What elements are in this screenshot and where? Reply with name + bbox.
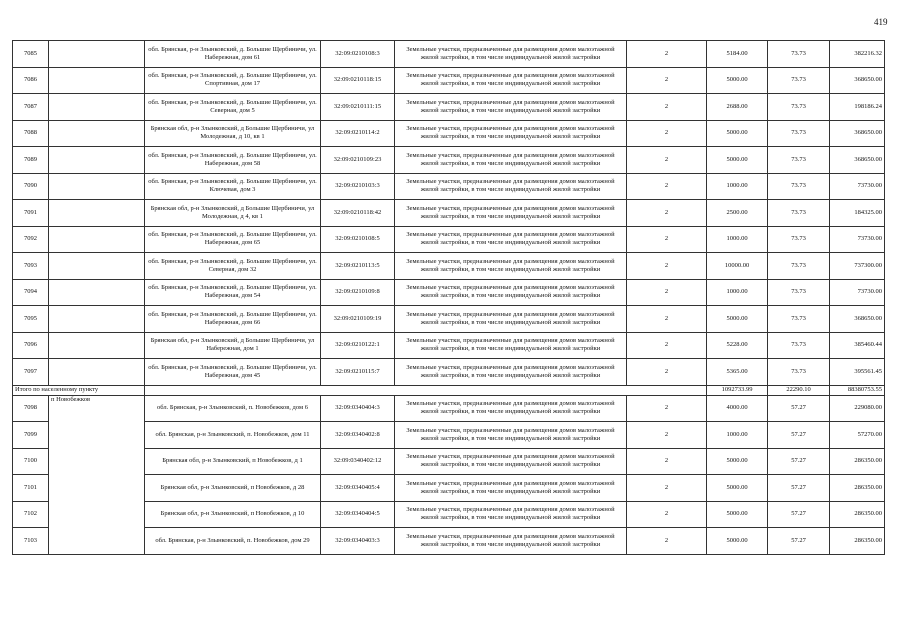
group-cell: 2: [627, 94, 707, 121]
group-cell: 2: [627, 253, 707, 280]
address-cell: Брянская обл, р-н Злынковский, п Новобежков, д 1: [145, 448, 321, 475]
land-use-cell: Земельные участки, предназначенные для размещения домов малоэтажной жилой застройки, в том числе индивидуальной жилой застройки: [395, 448, 627, 475]
total-cost: 88380753.55: [830, 385, 885, 395]
settlement-cell: [49, 41, 145, 68]
row-number-cell: 7102: [13, 501, 49, 528]
land-use-cell: Земельные участки, предназначенные для размещения домов малоэтажной жилой застройки, в том числе индивидуальной жилой застройки: [395, 253, 627, 280]
table-row: [13, 67, 885, 94]
cadastral-value-cell: 737300.00: [830, 253, 885, 280]
land-use-cell: Земельные участки, предназначенные для размещения домов малоэтажной жилой застройки, в том числе индивидуальной жилой застройки: [395, 528, 627, 555]
cadastral-value-cell: 385460.44: [830, 332, 885, 359]
row-number-cell: 7088: [13, 120, 49, 147]
cadastral-number-cell: 32:09:0340405:4: [321, 475, 395, 502]
table-row: [13, 120, 885, 147]
specific-value-cell: 73.73: [768, 226, 830, 253]
address-cell: обл. Брянская, р-н Злынковский, д. Большие Щербиничи, ул. Набережная, дом 54: [145, 279, 321, 306]
settlement-total-row: [13, 385, 885, 395]
settlement-cell: [49, 226, 145, 253]
group-cell: 2: [627, 395, 707, 422]
row-number-cell: 7086: [13, 67, 49, 94]
land-use-cell: Земельные участки, предназначенные для размещения домов малоэтажной жилой застройки, в том числе индивидуальной жилой застройки: [395, 359, 627, 386]
cadastral-value-cell: 73730.00: [830, 173, 885, 200]
address-cell: обл. Брянская, р-н Злынковский, д. Большие Щербиничи, ул. Северная, дом 32: [145, 253, 321, 280]
cadastral-value-cell: 395561.45: [830, 359, 885, 386]
area-cell: 5000.00: [707, 120, 768, 147]
area-cell: 5000.00: [707, 475, 768, 502]
cadastral-number-cell: 32:09:0340404:3: [321, 395, 395, 422]
row-number-cell: 7087: [13, 94, 49, 121]
group-cell: 2: [627, 226, 707, 253]
cadastral-value-cell: 368650.00: [830, 67, 885, 94]
settlement-cell: [49, 120, 145, 147]
cadastral-value-cell: 73730.00: [830, 226, 885, 253]
cadastral-value-cell: 286350.00: [830, 475, 885, 502]
cadastral-number-cell: 32:09:0210108:5: [321, 226, 395, 253]
cadastral-number-cell: 32:09:0210109:23: [321, 147, 395, 174]
address-cell: обл. Брянская, р-н Злынковский, п. Новобежков, дом 6: [145, 395, 321, 422]
cadastral-number-cell: 32:09:0210111:15: [321, 94, 395, 121]
area-cell: 5000.00: [707, 528, 768, 555]
land-use-cell: Земельные участки, предназначенные для размещения домов малоэтажной жилой застройки, в том числе индивидуальной жилой застройки: [395, 94, 627, 121]
group-cell: 2: [627, 332, 707, 359]
table-row: [13, 253, 885, 280]
specific-value-cell: 73.73: [768, 94, 830, 121]
area-cell: 5000.00: [707, 448, 768, 475]
cadastral-number-cell: 32:09:0210115:7: [321, 359, 395, 386]
row-number-cell: 7099: [13, 422, 49, 449]
cadastral-number-cell: 32:09:0210108:3: [321, 41, 395, 68]
specific-value-cell: 57.27: [768, 475, 830, 502]
settlement-cell: [49, 306, 145, 333]
area-cell: 2500.00: [707, 200, 768, 227]
group-cell: 2: [627, 448, 707, 475]
settlement-name: п Новобежков: [49, 395, 145, 554]
cadastral-number-cell: 32:09:0340403:3: [321, 528, 395, 555]
address-cell: обл. Брянская, р-н Злынковский, д. Большие Щербиничи, ул. Набережная, дом 45: [145, 359, 321, 386]
cadastral-number-cell: 32:09:0210118:42: [321, 200, 395, 227]
settlement-cell: [49, 279, 145, 306]
group-cell: 2: [627, 173, 707, 200]
group-cell: 2: [627, 120, 707, 147]
specific-value-cell: 73.73: [768, 332, 830, 359]
row-number-cell: 7103: [13, 528, 49, 555]
row-number-cell: 7095: [13, 306, 49, 333]
cadastral-number-cell: 32:09:0340404:5: [321, 501, 395, 528]
land-use-cell: Земельные участки, предназначенные для размещения домов малоэтажной жилой застройки, в том числе индивидуальной жилой застройки: [395, 279, 627, 306]
total-ups: 22290.10: [768, 385, 830, 395]
group-cell: 2: [627, 475, 707, 502]
total-spacer: [145, 385, 707, 395]
row-number-cell: 7085: [13, 41, 49, 68]
address-cell: обл. Брянская, р-н Злынковский, д. Большие Щербиничи, ул. Набережная, дом 65: [145, 226, 321, 253]
cadastral-value-cell: 73730.00: [830, 279, 885, 306]
table-row: [13, 94, 885, 121]
specific-value-cell: 57.27: [768, 528, 830, 555]
cadastral-value-cell: 382216.32: [830, 41, 885, 68]
cadastral-value-cell: 57270.00: [830, 422, 885, 449]
settlement-cell: [49, 67, 145, 94]
cadastral-value-table: [12, 40, 885, 555]
specific-value-cell: 73.73: [768, 173, 830, 200]
total-area: 1092733.99: [707, 385, 768, 395]
table-row: [13, 173, 885, 200]
specific-value-cell: 73.73: [768, 200, 830, 227]
row-number-cell: 7101: [13, 475, 49, 502]
address-cell: обл. Брянская, р-н Злынковский, д. Большие Щербиничи, ул. Северная, дом 5: [145, 94, 321, 121]
address-cell: Брянская обл, р-н Злынковский, п Новобежков, д 10: [145, 501, 321, 528]
settlement-cell: [49, 200, 145, 227]
cadastral-number-cell: 32:09:0210114:2: [321, 120, 395, 147]
land-use-cell: Земельные участки, предназначенные для размещения домов малоэтажной жилой застройки, в том числе индивидуальной жилой застройки: [395, 200, 627, 227]
land-use-cell: Земельные участки, предназначенные для размещения домов малоэтажной жилой застройки, в том числе индивидуальной жилой застройки: [395, 226, 627, 253]
table-row: [13, 279, 885, 306]
specific-value-cell: 57.27: [768, 422, 830, 449]
specific-value-cell: 73.73: [768, 359, 830, 386]
settlement-cell: [49, 332, 145, 359]
cadastral-value-cell: 368650.00: [830, 147, 885, 174]
cadastral-number-cell: 32:09:0210113:5: [321, 253, 395, 280]
group-cell: 2: [627, 147, 707, 174]
specific-value-cell: 73.73: [768, 41, 830, 68]
row-number-cell: 7090: [13, 173, 49, 200]
specific-value-cell: 57.27: [768, 395, 830, 422]
cadastral-number-cell: 32:09:0210109:8: [321, 279, 395, 306]
address-cell: обл. Брянская, р-н Злынковский, д. Большие Щербиничи, ул. Набережная, дом 61: [145, 41, 321, 68]
table-row: [13, 226, 885, 253]
area-cell: 1000.00: [707, 422, 768, 449]
table-row: [13, 306, 885, 333]
total-label: Итого по населенному пункту: [13, 385, 145, 395]
land-use-cell: Земельные участки, предназначенные для размещения домов малоэтажной жилой застройки, в том числе индивидуальной жилой застройки: [395, 422, 627, 449]
cadastral-number-cell: 32:09:0210103:3: [321, 173, 395, 200]
cadastral-value-cell: 286350.00: [830, 528, 885, 555]
area-cell: 10000.00: [707, 253, 768, 280]
settlement-cell: [49, 94, 145, 121]
area-cell: 4000.00: [707, 395, 768, 422]
group-cell: 2: [627, 359, 707, 386]
land-use-cell: Земельные участки, предназначенные для размещения домов малоэтажной жилой застройки, в том числе индивидуальной жилой застройки: [395, 41, 627, 68]
rows-section-a: [13, 41, 885, 386]
row-number-cell: 7098: [13, 395, 49, 422]
rows-section-b: [13, 395, 885, 554]
group-cell: 2: [627, 501, 707, 528]
land-use-cell: Земельные участки, предназначенные для размещения домов малоэтажной жилой застройки, в том числе индивидуальной жилой застройки: [395, 173, 627, 200]
group-cell: 2: [627, 422, 707, 449]
area-cell: 5184.00: [707, 41, 768, 68]
row-number-cell: 7096: [13, 332, 49, 359]
cadastral-value-cell: 198186.24: [830, 94, 885, 121]
row-number-cell: 7089: [13, 147, 49, 174]
cadastral-value-cell: 229080.00: [830, 395, 885, 422]
land-use-cell: Земельные участки, предназначенные для размещения домов малоэтажной жилой застройки, в том числе индивидуальной жилой застройки: [395, 332, 627, 359]
page-number: 419: [874, 17, 888, 27]
address-cell: Брянская обл, р-н Злынковский, д Большие Щербиничи, ул Молодежная, д 10, кв 1: [145, 120, 321, 147]
cadastral-value-cell: 286350.00: [830, 448, 885, 475]
area-cell: 2688.00: [707, 94, 768, 121]
row-number-cell: 7091: [13, 200, 49, 227]
address-cell: Брянская обл, р-н Злынковский, д Большие Щербиничи, ул Набережная, дом 1: [145, 332, 321, 359]
specific-value-cell: 73.73: [768, 306, 830, 333]
address-cell: обл. Брянская, р-н Злынковский, д. Большие Щербиничи, ул. Ключевая, дом 3: [145, 173, 321, 200]
settlement-cell: [49, 173, 145, 200]
land-use-cell: Земельные участки, предназначенные для размещения домов малоэтажной жилой застройки, в том числе индивидуальной жилой застройки: [395, 147, 627, 174]
group-cell: 2: [627, 279, 707, 306]
specific-value-cell: 73.73: [768, 279, 830, 306]
address-cell: Брянская обл, р-н Злынковский, д Большие Щербиничи, ул Молодежная, д 4, кв 1: [145, 200, 321, 227]
group-cell: 2: [627, 41, 707, 68]
land-use-cell: Земельные участки, предназначенные для размещения домов малоэтажной жилой застройки, в том числе индивидуальной жилой застройки: [395, 501, 627, 528]
area-cell: 5000.00: [707, 67, 768, 94]
table-row: [13, 200, 885, 227]
land-use-cell: Земельные участки, предназначенные для размещения домов малоэтажной жилой застройки, в том числе индивидуальной жилой застройки: [395, 306, 627, 333]
area-cell: 5228.00: [707, 332, 768, 359]
cadastral-number-cell: 32:09:0340402:8: [321, 422, 395, 449]
group-cell: 2: [627, 67, 707, 94]
specific-value-cell: 73.73: [768, 67, 830, 94]
cadastral-value-cell: 368650.00: [830, 120, 885, 147]
settlement-cell: [49, 359, 145, 386]
specific-value-cell: 73.73: [768, 253, 830, 280]
area-cell: 1000.00: [707, 173, 768, 200]
group-cell: 2: [627, 306, 707, 333]
specific-value-cell: 73.73: [768, 147, 830, 174]
address-cell: обл. Брянская, р-н Злынковский, д. Большие Щербиничи, ул. Набережная, дом 66: [145, 306, 321, 333]
area-cell: 5000.00: [707, 306, 768, 333]
area-cell: 1000.00: [707, 279, 768, 306]
cadastral-value-cell: 368650.00: [830, 306, 885, 333]
table-row: [13, 41, 885, 68]
cadastral-number-cell: 32:09:0210118:15: [321, 67, 395, 94]
address-cell: Брянская обл, р-н Злынковский, п Новобежков, д 28: [145, 475, 321, 502]
land-use-cell: Земельные участки, предназначенные для размещения домов малоэтажной жилой застройки, в том числе индивидуальной жилой застройки: [395, 475, 627, 502]
cadastral-value-cell: 184325.00: [830, 200, 885, 227]
cadastral-value-cell: 286350.00: [830, 501, 885, 528]
row-number-cell: 7094: [13, 279, 49, 306]
address-cell: обл. Брянская, р-н Злынковский, д. Большие Щербиничи, ул. Спортивная, дом 17: [145, 67, 321, 94]
cadastral-number-cell: 32:09:0210109:19: [321, 306, 395, 333]
row-number-cell: 7093: [13, 253, 49, 280]
row-number-cell: 7100: [13, 448, 49, 475]
land-use-cell: Земельные участки, предназначенные для размещения домов малоэтажной жилой застройки, в том числе индивидуальной жилой застройки: [395, 67, 627, 94]
specific-value-cell: 57.27: [768, 448, 830, 475]
area-cell: 5000.00: [707, 501, 768, 528]
cadastral-number-cell: 32:09:0340402:12: [321, 448, 395, 475]
address-cell: обл. Брянская, р-н Злынковский, д. Большие Щербиничи, ул. Набережная, дом 58: [145, 147, 321, 174]
table-row: [13, 395, 885, 422]
row-number-cell: 7097: [13, 359, 49, 386]
group-cell: 2: [627, 528, 707, 555]
specific-value-cell: 57.27: [768, 501, 830, 528]
address-cell: обл. Брянская, р-н Злынковский, п. Новобежков, дом 29: [145, 528, 321, 555]
area-cell: 5365.00: [707, 359, 768, 386]
cadastral-number-cell: 32:09:0210122:1: [321, 332, 395, 359]
address-cell: обл. Брянская, р-н Злынковский, п. Новобежков, дом 11: [145, 422, 321, 449]
table-row: [13, 359, 885, 386]
specific-value-cell: 73.73: [768, 120, 830, 147]
total-section: [13, 385, 885, 395]
area-cell: 1000.00: [707, 226, 768, 253]
land-use-cell: Земельные участки, предназначенные для размещения домов малоэтажной жилой застройки, в том числе индивидуальной жилой застройки: [395, 120, 627, 147]
land-use-cell: Земельные участки, предназначенные для размещения домов малоэтажной жилой застройки, в том числе индивидуальной жилой застройки: [395, 395, 627, 422]
settlement-cell: [49, 253, 145, 280]
table-row: [13, 332, 885, 359]
row-number-cell: 7092: [13, 226, 49, 253]
settlement-cell: [49, 147, 145, 174]
area-cell: 5000.00: [707, 147, 768, 174]
group-cell: 2: [627, 200, 707, 227]
table-row: [13, 147, 885, 174]
